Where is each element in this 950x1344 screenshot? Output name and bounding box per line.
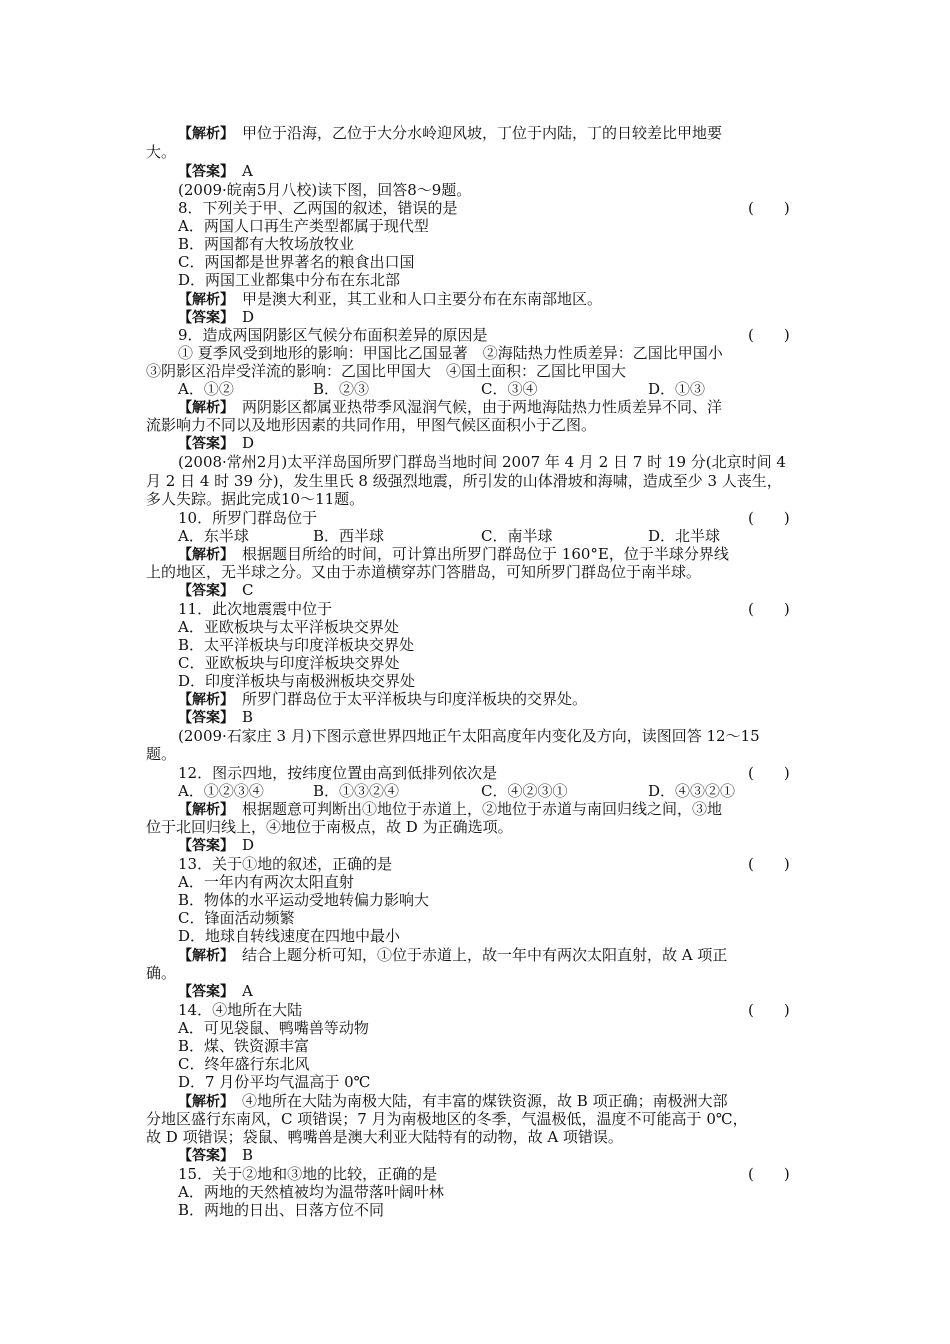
q11-option-b: B．太平洋板块与印度洋板块交界处	[178, 636, 415, 654]
q13-stem: 13．关于①地的叙述，正确的是	[178, 855, 393, 873]
q9-option-a: A．①②	[178, 380, 234, 398]
q8-analysis: 【解析】 甲是澳大利亚，其工业和人口主要分布在东南部地区。	[178, 290, 603, 308]
q8-option-b: B．两国都有大牧场放牧业	[178, 235, 355, 253]
q8-option-c: C．两国都是世界著名的粮食出口国	[178, 253, 415, 271]
q8-option-d: D．两国工业都集中分布在东北部	[178, 271, 401, 289]
q11-option-c: C．亚欧板块与印度洋板块交界处	[178, 654, 400, 672]
q14-option-c: C．终年盛行东北风	[178, 1055, 310, 1073]
q12-analysis-line-2: 位于北回归线上，④地位于南极点，故 D 为正确选项。	[146, 818, 513, 836]
q8-option-a: A．两国人口再生产类型都属于现代型	[178, 217, 429, 235]
intro-10-11-line-1: (2008·常州2月)太平洋岛国所罗门群岛当地时间 2007 年 4 月 2 日 7 时 19 分(北京时间 4	[178, 453, 786, 471]
q14-answer: 【答案】 B	[178, 1146, 254, 1164]
intro-12-15-line-1: (2009·石家庄 3 月)下图示意世界四地正午太阳高度年内变化及方向，读图回答 12～15	[178, 727, 760, 745]
q13-answer-blank: ( )	[748, 855, 790, 873]
answer-label: 【答案】	[178, 310, 227, 326]
q14-analysis-line-2: 分地区盛行东南风，C 项错误；7 月为南极地区的冬季，气温极低，温度不可能高于 0℃，	[146, 1110, 748, 1128]
q13-option-a: A．一年内有两次太阳直射	[178, 873, 354, 891]
analysis-label: 【解析】	[178, 547, 227, 563]
q14-analysis-line-3: 故 D 项错误；袋鼠、鸭嘴兽是澳大利亚大陆特有的动物，故 A 项错误。	[146, 1128, 623, 1146]
answer-label: 【答案】	[178, 436, 227, 452]
q8-answer-blank: ( )	[748, 199, 790, 217]
analysis-label: 【解析】	[178, 292, 227, 308]
intro-12-15-line-2: 题。	[146, 745, 177, 763]
answer-label: 【答案】	[178, 1148, 227, 1164]
q9-answer: 【答案】 D	[178, 434, 255, 452]
q8-stem: 8．下列关于甲、乙两国的叙述，错误的是	[178, 199, 458, 217]
q10-analysis-line-2: 上的地区，无半球之分。又由于赤道横穿苏门答腊岛，可知所罗门群岛位于南半球。	[146, 563, 702, 581]
answer-label: 【答案】	[178, 838, 227, 854]
q15-option-b: B．两地的日出、日落方位不同	[178, 1201, 385, 1219]
q10-option-d: D．北半球	[648, 527, 721, 545]
q11-answer-blank: ( )	[748, 600, 790, 618]
q10-option-a: A．东半球	[178, 527, 249, 545]
q9-option-d: D．①③	[648, 380, 706, 398]
analysis-label: 【解析】	[178, 400, 227, 416]
q10-answer-blank: ( )	[748, 509, 790, 527]
answer-label: 【答案】	[178, 710, 227, 726]
q12-answer: 【答案】 D	[178, 836, 255, 854]
q13-answer: 【答案】 A	[178, 982, 253, 1000]
analysis-label: 【解析】	[178, 1094, 227, 1110]
q10-stem: 10．所罗门群岛位于	[178, 509, 318, 527]
q12-stem: 12．图示四地，按纬度位置由高到低排列依次是	[178, 764, 498, 782]
q12-option-c: C．④②③①	[481, 782, 568, 800]
intro-10-11-line-2: 月 2 日 4 时 39 分)，发生里氏 8 级强烈地震，所引发的山体滑坡和海啸，造成至少 3 人丧生，	[146, 472, 782, 490]
q9-option-b: B．②③	[313, 380, 370, 398]
q14-option-b: B．煤、铁资源丰富	[178, 1037, 310, 1055]
q12-option-a: A．①②③④	[178, 782, 264, 800]
q12-answer-blank: ( )	[748, 764, 790, 782]
q13-analysis-line-2: 确。	[146, 964, 177, 982]
q11-option-a: A．亚欧板块与太平洋板块交界处	[178, 618, 399, 636]
q13-option-c: C．锋面活动频繁	[178, 909, 295, 927]
answer-label: 【答案】	[178, 583, 227, 599]
q8-answer: 【答案】 D	[178, 308, 255, 326]
q12-option-b: B．①③②④	[313, 782, 400, 800]
analysis-label: 【解析】	[178, 126, 227, 142]
q9-stem: 9．造成两国阴影区气候分布面积差异的原因是	[178, 326, 488, 344]
q7-answer: 【答案】 A	[178, 162, 253, 180]
q9-statement-2: ③阴影区沿岸受洋流的影响：乙国比甲国大 ④国土面积：乙国比甲国大	[146, 362, 627, 380]
q14-option-a: A．可见袋鼠、鸭嘴兽等动物	[178, 1019, 369, 1037]
q13-option-b: B．物体的水平运动受地转偏力影响大	[178, 891, 430, 909]
q14-stem: 14．④地所在大陆	[178, 1001, 303, 1019]
q11-option-d: D．印度洋板块与南极洲板块交界处	[178, 672, 416, 690]
q14-option-d: D．7 月份平均气温高于 0℃	[178, 1073, 371, 1091]
q9-analysis-line-1: 【解析】 两阴影区都属亚热带季风湿润气候，由于两地海陆热力性质差异不同、洋	[178, 398, 723, 416]
analysis-label: 【解析】	[178, 692, 227, 708]
analysis-label: 【解析】	[178, 802, 227, 818]
q9-analysis-line-2: 流影响力不同以及地形因素的共同作用，甲图气候区面积小于乙图。	[146, 416, 597, 434]
q7-analysis-line-1: 【解析】 甲位于沿海，乙位于大分水岭迎风坡，丁位于内陆，丁的日较差比甲地要	[178, 124, 723, 142]
answer-label: 【答案】	[178, 164, 227, 180]
q9-statement-1: ① 夏季风受到地形的影响：甲国比乙国显著 ②海陆热力性质差异：乙国比甲国小	[178, 344, 723, 362]
q10-option-c: C．南半球	[481, 527, 553, 545]
q7-analysis-line-2: 大。	[146, 143, 177, 161]
q11-stem: 11．此次地震震中位于	[178, 600, 333, 618]
q15-answer-blank: ( )	[748, 1165, 790, 1183]
q12-option-d: D．④③②①	[648, 782, 736, 800]
analysis-label: 【解析】	[178, 948, 227, 964]
q12-analysis-line-1: 【解析】 根据题意可判断出①地位于赤道上，②地位于赤道与南回归线之间，③地	[178, 800, 723, 818]
q10-option-b: B．西半球	[313, 527, 385, 545]
answer-label: 【答案】	[178, 984, 227, 1000]
q10-analysis-line-1: 【解析】 根据题目所给的时间，可计算出所罗门群岛位于 160°E，位于半球分界线	[178, 545, 729, 563]
intro-8-9: (2009·皖南5月八校)读下图，回答8～9题。	[178, 181, 472, 199]
q9-option-c: C．③④	[481, 380, 538, 398]
q14-answer-blank: ( )	[748, 1001, 790, 1019]
q15-option-a: A．两地的天然植被均为温带落叶阔叶林	[178, 1183, 444, 1201]
q11-analysis: 【解析】 所罗门群岛位于太平洋板块与印度洋板块的交界处。	[178, 690, 588, 708]
q13-option-d: D．地球自转线速度在四地中最小	[178, 927, 401, 945]
q14-analysis-line-1: 【解析】 ④地所在大陆为南极大陆，有丰富的煤铁资源，故 B 项正确；南极洲大部	[178, 1092, 728, 1110]
q10-answer: 【答案】 C	[178, 581, 254, 599]
q11-answer: 【答案】 B	[178, 708, 254, 726]
q15-stem: 15．关于②地和③地的比较，正确的是	[178, 1165, 438, 1183]
q9-answer-blank: ( )	[748, 326, 790, 344]
q13-analysis-line-1: 【解析】 结合上题分析可知，①位于赤道上，故一年中有两次太阳直射，故 A 项正	[178, 946, 728, 964]
intro-10-11-line-3: 多人失踪。据此完成10～11题。	[146, 490, 365, 508]
